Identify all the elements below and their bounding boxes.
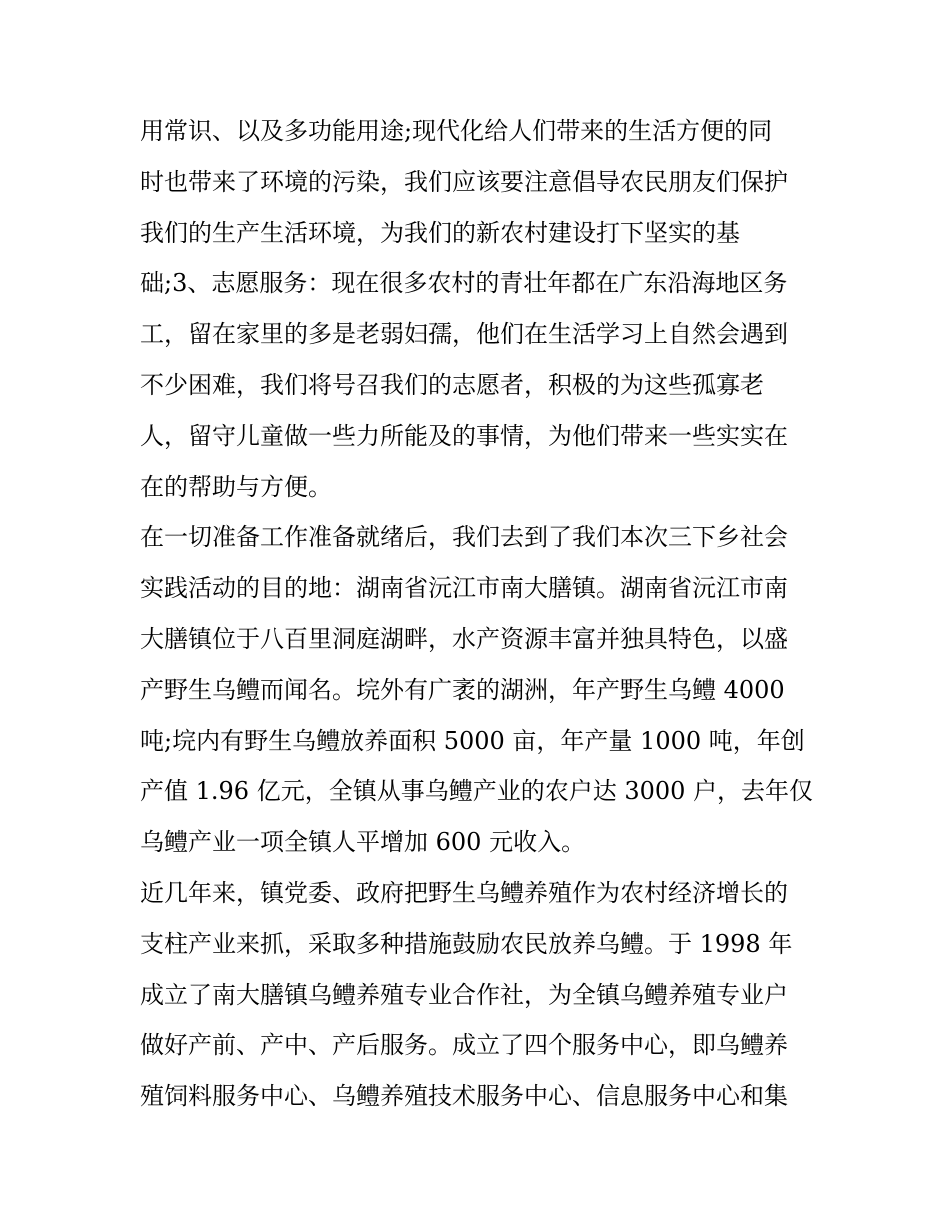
paragraph-2 [140, 512, 812, 868]
text-line: 大膳镇位于八百里洞庭湖畔，水产资源丰富并独具特色，以盛 [140, 624, 788, 653]
text-line: 时也带来了环境的污染，我们应该要注意倡导农民朋友们保护 [140, 167, 788, 196]
text-line: 工，留在家里的多是老弱妇孺，他们在生活学习上自然会遇到 [140, 320, 788, 349]
text-line: 殖饲料服务中心、乌鳢养殖技术服务中心、信息服务中心和集 [140, 1082, 788, 1111]
text-line: 吨;垸内有野生乌鳢放养面积 5000 亩，年产量 1000 吨，年创 [140, 726, 805, 755]
text-line: 产野生乌鳢而闻名。垸外有广袤的湖洲，年产野生乌鳢 4000 [140, 675, 785, 704]
body-text [140, 106, 812, 1122]
text-line: 实践活动的目的地：湖南省沅江市南大膳镇。湖南省沅江市南 [140, 574, 788, 603]
text-line: 产值 1.96 亿元，全镇从事乌鳢产业的农户达 3000 户，去年仅 [140, 777, 814, 806]
text-line: 人，留守儿童做一些力所能及的事情，为他们带来一些实实在 [140, 421, 788, 450]
text-line: 在的帮助与方便。 [140, 472, 332, 501]
text-line: 用常识、以及多功能用途;现代化给人们带来的生活方便的同 [140, 117, 773, 145]
text-line: 不少困难，我们将号召我们的志愿者，积极的为这些孤寡老 [140, 370, 764, 399]
text-line: 支柱产业来抓，采取多种措施鼓励农民放养乌鳢。于 1998 年 [140, 929, 793, 958]
text-line: 乌鳢产业一项全镇人平增加 600 元收入。 [140, 828, 586, 857]
text-line: 做好产前、产中、产后服务。成立了四个服务中心，即乌鳢养 [140, 1031, 788, 1060]
text-line: 近几年来，镇党委、政府把野生乌鳢养殖作为农村经济增长的 [140, 878, 788, 907]
text-line: 础;3、志愿服务：现在很多农村的青壮年都在广东沿海地区务 [140, 269, 788, 298]
text-line: 我们的生产生活环境，为我们的新农村建设打下坚实的基 [140, 218, 740, 247]
paragraph-1 [140, 106, 812, 512]
text-line: 成立了南大膳镇乌鳢养殖专业合作社，为全镇乌鳢养殖专业户 [140, 980, 788, 1009]
paragraph-3 [140, 868, 812, 1122]
text-line: 在一切准备工作准备就绪后，我们去到了我们本次三下乡社会 [140, 523, 788, 552]
